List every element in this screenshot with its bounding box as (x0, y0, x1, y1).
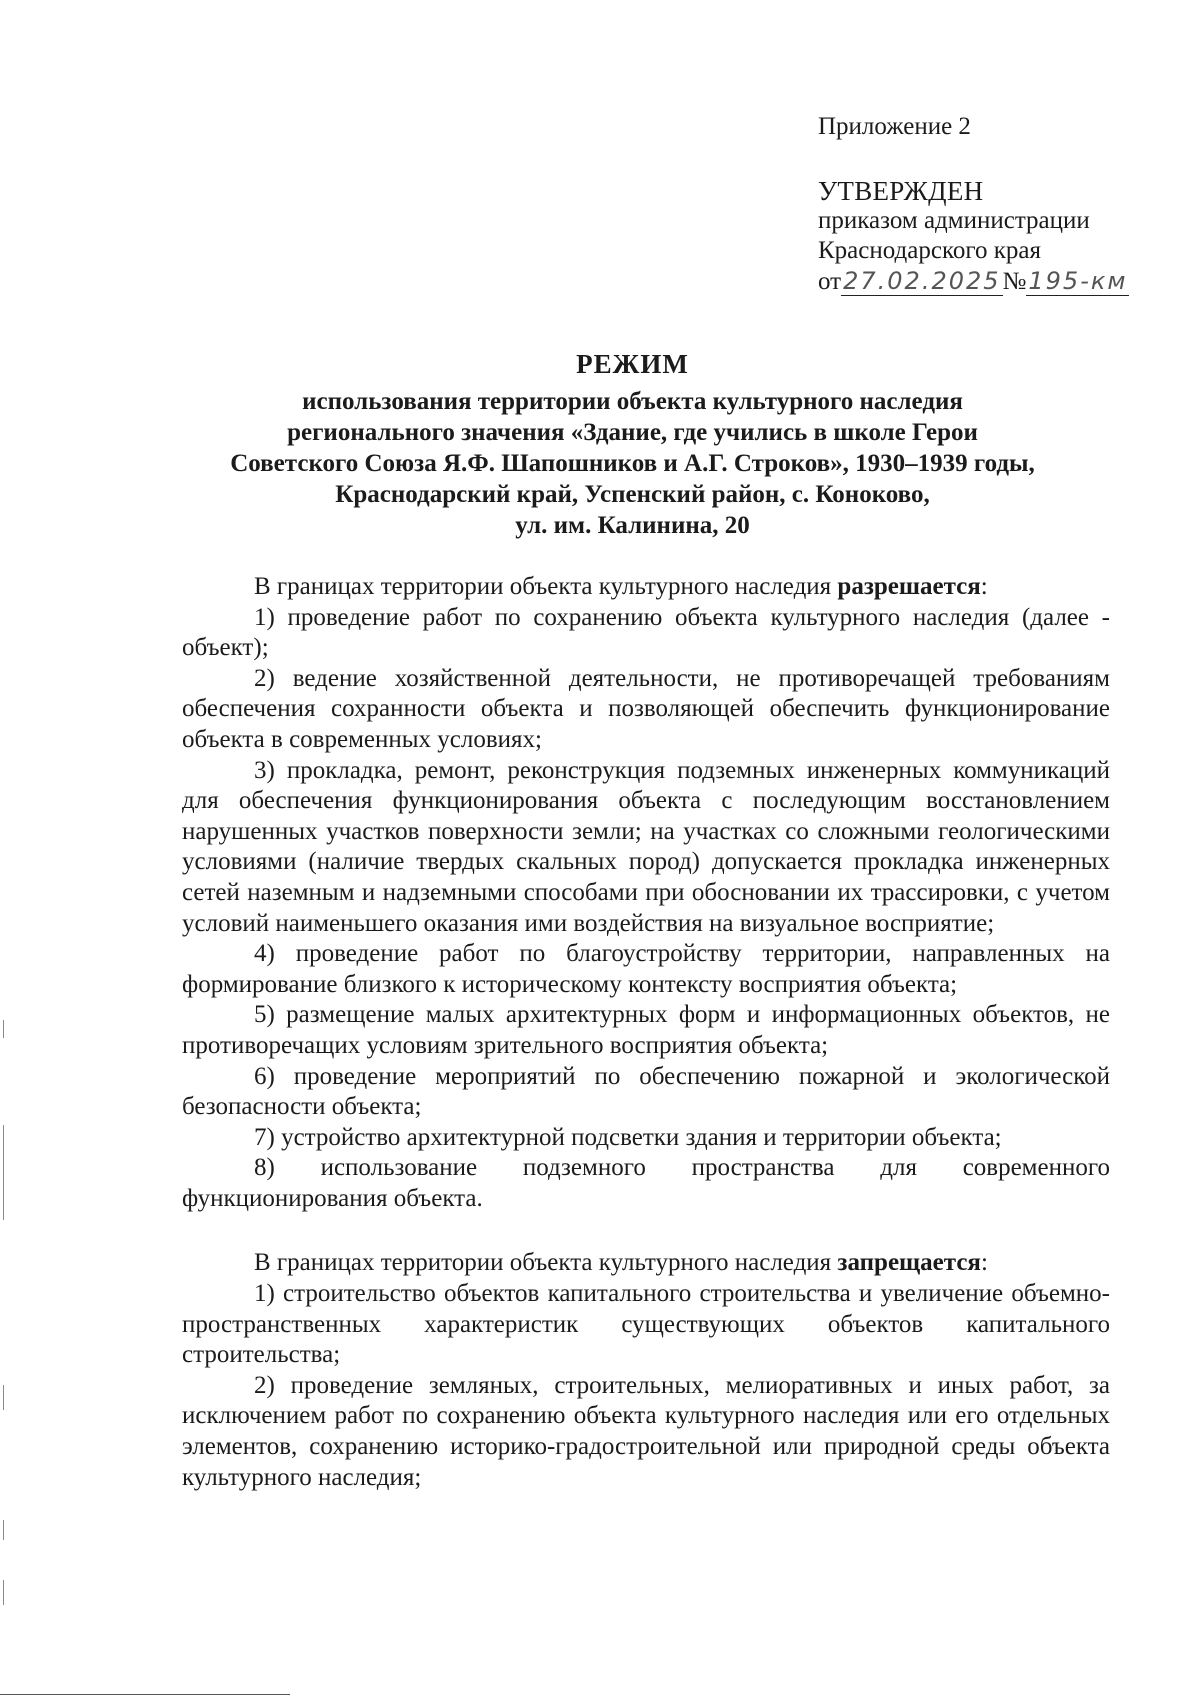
number-prefix: № (1002, 268, 1027, 295)
bottom-rule (0, 1694, 290, 1695)
allowed-intro (182, 572, 1110, 603)
scan-artifact (3, 1385, 4, 1410)
scan-artifact (3, 1020, 4, 1038)
allowed-item: 2) ведение хозяйственной деятельности, не противоречащей требованиям обеспечения сохранности объекта и позволяющей обеспечить функционирование объекта в современных условиях; (182, 664, 1110, 753)
allowed-intro-text: В границах территории объекта культурного наследия (254, 573, 832, 600)
title-line: Краснодарский край, Успенский район, с. Коноково, (335, 481, 930, 508)
handwritten-date: 27.02.2025 (843, 267, 1001, 295)
allowed-item: 6) проведение мероприятий по обеспечению пожарной и экологической безопасности объекта; (182, 1062, 1110, 1121)
document-body (182, 572, 1110, 1493)
prohibited-intro-end: : (980, 1249, 988, 1277)
allowed-item: 7) устройство архитектурной подсветки здания и территории объекта; (254, 1123, 1002, 1151)
scan-artifact (3, 1580, 4, 1605)
title-line: ул. им. Калинина, 20 (515, 512, 750, 539)
allowed-item: 5) размещение малых архитектурных форм и информационных объектов, не противоречащих условиям зрительного восприятия объекта; (182, 1001, 1110, 1059)
allowed-item: 3) прокладка, ремонт, реконструкция подземных инженерных коммуникаций для обеспечения функционирования объекта с последующим восстановлением нарушенных участков поверхности земли; на участках со сложными геологическими условиями (наличие твердых скальных пород) допускается прокладка инженерных сетей наземным и надземными способами при обосновании их трассировки, с учетом условий наименьшего оказания ими воздействия на визуальное восприятие; (182, 756, 1110, 937)
title-main: РЕЖИМ (576, 349, 689, 379)
prohibited-keyword: запрещается (837, 1249, 981, 1277)
handwritten-number: 195-км (1028, 267, 1128, 295)
approved-heading: УТВЕРЖДЕН (818, 176, 984, 206)
title-line: регионального значения «Здание, где учились в школе Герои (287, 419, 978, 446)
approval-block (818, 112, 1129, 297)
section-gap (182, 1214, 1110, 1248)
prohibited-item: 2) проведение земляных, строительных, мелиоративных и иных работ, за исключением работ по сохранению объекта культурного наследия или его отдельных элементов, сохранению историко-градостроительной или природной среды объекта культурного наследия; (182, 1371, 1110, 1491)
prohibited-intro-text: В границах территории объекта культурного наследия (254, 1249, 832, 1277)
approval-line-2: Краснодарского края (818, 237, 1041, 264)
title-line: Советского Союза Я.Ф. Шапошников и А.Г. Строков», 1930–1939 годы, (230, 450, 1035, 477)
title-line: использования территории объекта культурного наследия (302, 388, 963, 415)
allowed-intro-end: : (980, 573, 988, 600)
date-prefix: от (818, 268, 842, 295)
allowed-item: 4) проведение работ по благоустройству территории, направленных на формирование близкого к историческому контексту восприятия объекта; (182, 940, 1110, 998)
prohibited-item: 1) строительство объектов капитального строительства и увеличение объемно-пространственных характеристик существующих объектов капитального строительства; (182, 1280, 1110, 1369)
approval-line-1: приказом администрации (818, 207, 1090, 234)
prohibited-intro (182, 1248, 1110, 1279)
order-date-number (818, 266, 1129, 297)
allowed-item: 1) проведение работ по сохранению объекта культурного наследия (далее - объект); (182, 603, 1110, 662)
document-title (170, 348, 1095, 541)
allowed-item: 8) использование подземного пространства для современного функционирования объекта. (182, 1154, 1110, 1212)
scan-artifact (3, 1520, 4, 1540)
allowed-keyword: разрешается (837, 573, 981, 600)
scan-artifact (3, 1125, 4, 1220)
appendix-label: Приложение 2 (818, 113, 971, 140)
